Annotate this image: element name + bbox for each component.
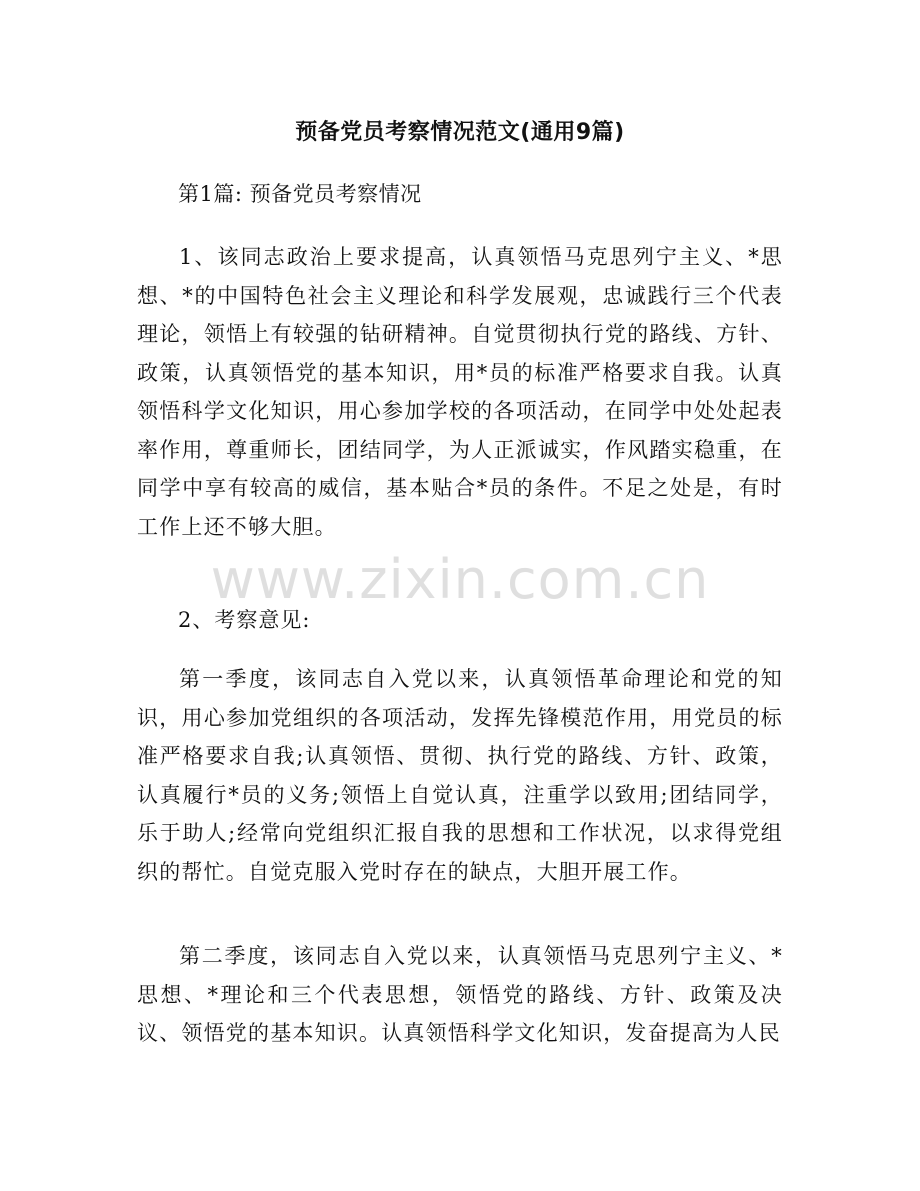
paragraph-1: 1、该同志政治上要求提高，认真领悟马克思列宁主义、*思想、*的中国特色社会主义理论和科学发展观，忠诚践行三个代表理论，领悟上有较强的钻研精神。自觉贯彻执行党的路线、方针、政策，认真领悟党的基本知识，用*员的标准严格要求自我。认真领悟科学文化知识，用心参加学校的各项活动，在同学中处处起表率作用，尊重师长，团结同学，为人正派诚实，作风踏实稳重，在同学中享有较高的威信，基本贴合*员的条件。不足之处是，有时工作上还不够大胆。 [137,245,783,539]
paragraph-4: 第二季度，该同志自入党以来，认真领悟马克思列宁主义、*思想、*理论和三个代表思想，领悟党的路线、方针、政策及决议、领悟党的基本知识。认真领悟科学文化知识，发奋提高为人民 [137,944,783,1045]
section-heading: 第1篇: 预备党员考察情况 [178,182,422,206]
paragraph-3: 第一季度，该同志自入党以来，认真领悟革命理论和党的知识，用心参加党组织的各项活动，发挥先锋模范作用，用党员的标准严格要求自我;认真领悟、贯彻、执行党的路线、方针、政策，认真履行*员的义务;领悟上自觉认真，注重学以致用;团结同学，乐于助人;经常向党组织汇报自我的思想和工作状况，以求得党组织的帮忙。自觉克服入党时存在的缺点，大胆开展工作。 [137,667,783,884]
paragraph-2: 2、考察意见: [178,608,311,632]
document-title: 预备党员考察情况范文(通用9篇) [295,120,625,145]
watermark: www.zixin.com.cn [210,548,710,611]
